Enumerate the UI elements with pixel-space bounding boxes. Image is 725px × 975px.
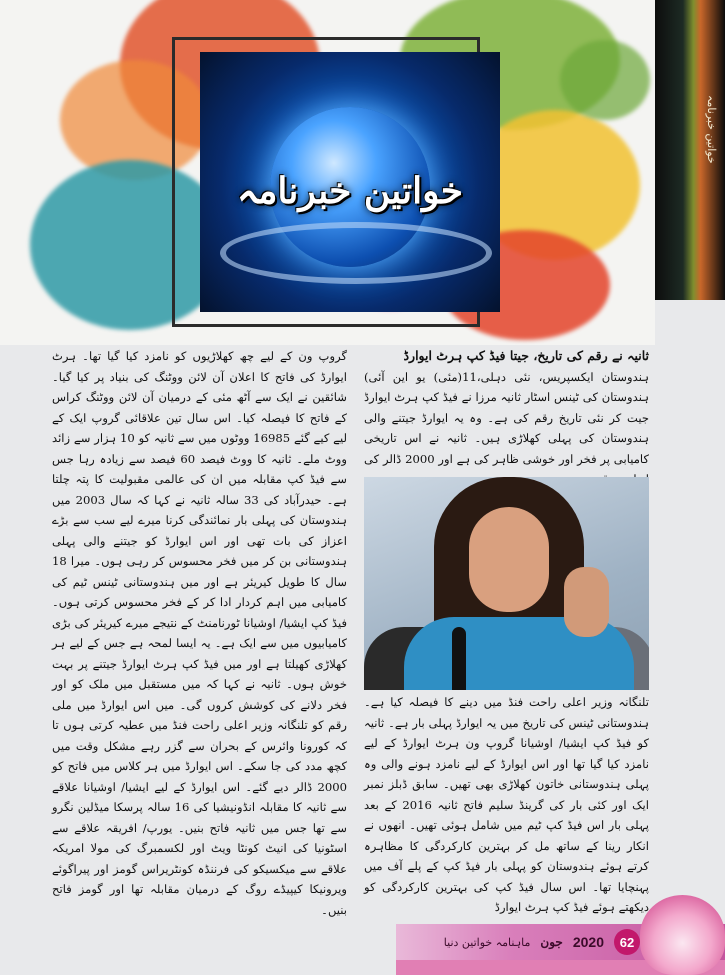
article-paragraph: گروپ ون کے لیے چھ کھلاڑیوں کو نامزد کیا گیا تھا۔ ہرٹ ایوارڈ کی فاتح کا اعلان آن لائن ووٹنگ کی بنیاد پر کیا گیا۔ شائقین نے ایک سے آٹھ مئی کے درمیان آن لائن ووٹنگ کراس کے فاتح کا فیصلہ کیا۔ اس سال تین علاقائی گروپ ایک کے لیے کیے گئے 16985 ووٹوں میں سے ثانیہ کو 10 ہزار سے زائد ووٹ ملے۔ ثانیہ کا ووٹ فیصد 60 فیصد سے زیادہ رہا جس سے فیڈ کپ مقابلہ میں ان کی عالمی مقبولیت کا پتہ چلتا ہے۔ حیدرآباد کی 33 سالہ ثانیہ نے کہا کہ سال 2003 میں ہندوستان کی پہلی بار نمائندگی کرنا میرے لیے سب سے بڑے اعزاز کی بات تھی اور اس ایوارڈ کو جیتنے والی پہلی ہندوستانی بن کر میں فخر محسوس کر رہی ہوں۔ میرا 18 سال کا طویل کیریئر ہے اور میں ہندوستانی ٹینس ٹیم کی کامیابی میں اہم کردار ادا کر کے فخر محسوس کرتی ہوں۔ فیڈ کپ ایشیا/ اوشیانا ٹورنامنٹ کے نتیجے میرے کیریئر کی بڑی کامیابیوں میں سے ایک ہے۔ یہ ایسا لمحہ ہے جس کے لیے ہر کھلاڑی کھیلتا ہے اور میں فیڈ کپ ہرٹ ایوارڈ جیتنے پر بہت خوش ہوں۔ ثانیہ نے کہا کہ میں مستقبل میں ملک کو اور فخر دلانے کی کوشش کروں گی۔ میں اس ایوارڈ میں ملی رقم کو تلنگانہ وزیر اعلی راحت فنڈ میں عطیہ کرتی ہوں تا کہ کورونا وائرس کے بحران سے گزر رہے مشکل وقت میں کچھ مدد کی جا سکے۔ اس ایوارڈ میں ہر کلاس میں فاتح کو 2000 ڈالر دیے گئے۔ اس ایوارڈ کے لیے ایشیا/ اوشیانا علاقے سے ثانیہ کا مقابلہ انڈونیشیا کی 16 سالہ پرسکا میڈلین نگرو سے تھا جس میں ثانیہ فاتح بنیں۔ یورپ/ افریقہ علاقے سے اسٹونیا کی انیٹ کونٹا ویٹ اور لکسمبرگ کی مولا امریکہ علاقے سے میکسیکو کی فرننڈہ کونٹریراس گومز اور پیراگوئے ویرونیکا کیپیڈے روگ کے درمیان مقابلہ تھا اور گومز فاتح بنیں۔	[52, 349, 347, 917]
globe-ring	[220, 222, 492, 284]
news-banner	[200, 52, 500, 312]
issue-year: 2020	[572, 934, 604, 950]
article-paragraph: ہندوستان ایکسپریس، نئی دہلی،11(مئی) یو این آئی) ہندوستان کی ٹینس اسٹار ثانیہ مرزا نے فیڈ کپ ہرٹ ایوارڈ جیت کر نئی تاریخ رقم کی ہے۔ وہ یہ ایوارڈ جیتنے والی ہندوستان کی پہلی کھلاڑی ہیں۔ ثانیہ نے اس تاریخی کامیابی پر فخر اور خوشی ظاہر کی ہے اور 2000 ڈالر کی	[364, 369, 649, 466]
issue-month: جون	[540, 935, 563, 949]
article-right-column-bottom	[364, 692, 649, 918]
photo-face	[469, 507, 549, 612]
article-photo	[364, 477, 649, 690]
banner-title: خواتین خبرنامہ	[236, 170, 464, 212]
photo-hand	[564, 567, 609, 637]
article-right-column-top	[364, 346, 649, 490]
section-side-label: خواتین خبرنامہ	[705, 95, 718, 164]
microphone-icon	[452, 627, 466, 690]
article-headline: ثانیہ نے رقم کی تاریخ، جیتا فیڈ کپ ہرٹ ایوارڈ	[403, 348, 649, 363]
paint-blob	[560, 40, 650, 120]
magazine-name: ماہنامہ خواتین دنیا	[443, 935, 531, 949]
page-number: 62	[614, 929, 640, 955]
page-footer	[410, 930, 640, 954]
article-paragraph: تلنگانہ وزیر اعلی راحت فنڈ میں دینے کا فیصلہ کیا ہے۔ ہندوستانی ٹینس کی تاریخ میں یہ ایوارڈ پہلی بار ہے۔ ثانیہ کو فیڈ کپ ایشیا/ اوشیانا گروپ ون ہرٹ ایوارڈ کے لیے نامزد کیا گیا تھا اور اس ایوارڈ کے لیے نامزد ہونے والی وہ پہلی ہندوستانی خاتون کھلاڑی بھی تھیں۔ سابق ڈبلز نمبر ایک اور کئی بار کی گرینڈ سلیم فاتح ثانیہ 2016 کے بعد پہلی بار اس فیڈ کپ ٹیم میں شامل ہوئی تھیں۔ انھوں نے انکار رینا کے ساتھ مل کر بہترین کارکردگی کا مظاہرہ کرتے ہوئے ہندوستان کو پہلی بار فیڈ کپ کے پلے آف میں پہنچایا تھا۔ اس سال فیڈ کپ کی بہترین کارکردگی کو دیکھتے ہوئے فیڈ کپ ہرٹ ایوارڈ	[364, 695, 649, 914]
article-left-column	[52, 346, 347, 920]
flower-decoration	[640, 895, 725, 975]
